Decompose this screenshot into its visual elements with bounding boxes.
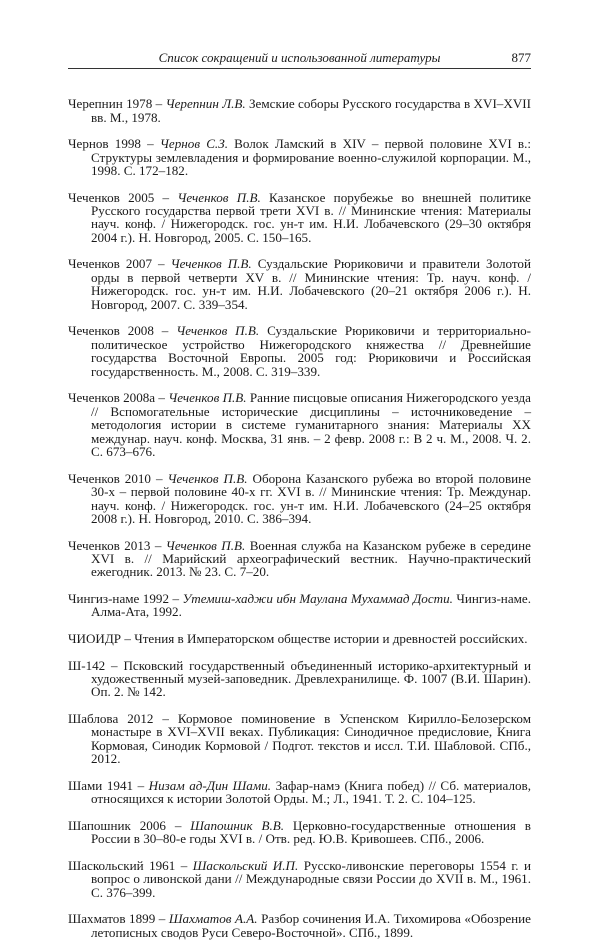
entry-text: Псковский государственный объединенный историко-архитектурный и художественный музей-заповедник. Древлехранилище. Ф. 1007 (В.И. Шарин). Оп. 2. № 142. (91, 657, 531, 700)
entry-text: Чингиз-наме. Алма-Ата, 1992. (91, 590, 531, 620)
bibliography-entry (68, 779, 531, 806)
entry-key: Шами 1941 – (68, 777, 149, 793)
entry-text: Суздальские Рюриковичи и территориально-политическое устройство Нижегородского княжества // Древнейшие государства Восточной Европы. 2005 год: Рюриковичи и Российская государственность. М., 2008. С. 319–339. (91, 323, 531, 379)
entry-key: Чеченков 2007 – (68, 256, 171, 272)
bibliography-entry (68, 539, 531, 579)
running-header-title: Список сокращений и использованной литературы (158, 50, 441, 65)
entry-key: Чеченков 2010 – (68, 470, 168, 486)
entry-key: Шаскольский 1961 – (68, 857, 193, 873)
bibliography-entry (68, 912, 531, 939)
entry-author: Чеченков П.В. (165, 537, 246, 553)
entry-key: Чеченков 2005 – (68, 189, 178, 205)
entry-key: ЧИОИДР – (68, 630, 135, 646)
entry-text: Зафар-намэ (Книга побед) // Сб. материалов, относящихся к истории Золотой Орды. М.; Л., 1941. Т. 2. С. 104–125. (91, 777, 532, 807)
entry-author: Чернов С.З. (159, 136, 228, 152)
bibliography-entry (68, 137, 531, 177)
bibliography-entry (68, 592, 531, 619)
entry-key: Чингиз-наме 1992 – (68, 590, 183, 606)
bibliography-list (68, 84, 531, 941)
entry-text: Церковно-государственные отношения в России в 30–80-е годы XVI в. / Отв. ред. Ю.В. Кривошеев. СПб., 2006. (91, 817, 531, 847)
bibliography-entry (68, 859, 531, 899)
entry-author: Шапошник В.В. (190, 817, 285, 833)
entry-text: Оборона Казанского рубежа во второй половине 30-х – первой половине 40-х гг. XVI в. // Мининские чтения: Тр. Междунар. науч. конф. / Нижегородск. гос. ун-т им. Н.И. Лобачевского (24–25 октября 2008 г.). Н. Новгород, 2010. С. 386–394. (91, 470, 531, 526)
entry-text: Казанское порубежье во внешней политике Русского государства первой трети XVI в. // Мининские чтения: Материалы науч. конф. / Нижегородск. гос. ун-т им. Н.И. Лобачевского (29–30 октября 2004 г.). Н. Новгород, 2005. С. 150–165. (91, 189, 531, 245)
bibliography-entry (68, 819, 531, 846)
entry-text: Чтения в Императорском обществе истории и древностей российских. (134, 630, 528, 646)
bibliography-entry (68, 191, 531, 245)
entry-key: Чеченков 2008 – (68, 323, 177, 339)
entry-key: Шаблова 2012 – (68, 710, 178, 726)
entry-key: Ш-142 – (68, 657, 124, 673)
bibliography-entry (68, 391, 531, 458)
entry-text: Земские соборы Русского государства в XVI–XVII вв. М., 1978. (91, 96, 531, 125)
entry-key: Чернов 1998 – (68, 136, 160, 152)
entry-text: Суздальские Рюриковичи и правители Золотой орды в первой четверти XV в. // Мининские чтения: Тр. науч. конф. / Нижегородск. гос. ун-т им. Н.И. Лобачевского (20–21 октября 2006 г.). Н. Новгород, 2007. С. 339–354. (91, 256, 531, 312)
entry-author: Шаскольский И.П. (192, 857, 299, 873)
entry-text: Военная служба на Казанском рубеже в середине XVI в. // Марийский археографический вестник. Научно-практический ежегодник. 2013. № 23. С. 7–20. (91, 537, 531, 580)
entry-key: Черепнин 1978 – (68, 96, 166, 112)
bibliography-entry (68, 324, 531, 378)
entry-text: Русско-ливонские переговоры 1554 г. и вопрос о ливонской дани // Международные связи России до XVII в. М., 1961. С. 376–399. (91, 857, 531, 900)
bibliography-entry (68, 659, 531, 699)
bibliography-entry (68, 632, 531, 645)
entry-text: Разбор сочинения И.А. Тихомирова «Обозрение летописных сводов Руси Северо-Восточной». СПб., 1899. (91, 911, 531, 940)
entry-key: Шапошник 2006 – (68, 817, 191, 833)
entry-author: Чеченков П.В. (167, 470, 248, 486)
entry-key: Чеченков 2013 – (68, 537, 166, 553)
page-number: 877 (511, 50, 531, 65)
bibliography-entry (68, 97, 531, 124)
entry-author: Низам ад-Дин Шами. (148, 777, 272, 793)
entry-author: Чеченков П.В. (168, 390, 247, 406)
entry-author: Утемиш-хаджи ибн Маулана Мухаммад Дости. (182, 590, 453, 606)
entry-key: Чеченков 2008а – (68, 390, 169, 406)
entry-author: Шахматов А.А. (168, 911, 258, 927)
entry-text: Ранние писцовые описания Нижегородского уезда // Вспомогательные исторические дисциплины – источниковедение – методология истории в системе гуманитарного знания: Материалы XX междунар. науч. конф. Москва, 31 янв. – 2 февр. 2008 г.: В 2 ч. М., 2008. Ч. 2. С. 673–676. (91, 390, 531, 460)
bibliography-entry (68, 712, 531, 766)
entry-author: Черепнин Л.В. (165, 96, 246, 112)
entry-author: Чеченков П.В. (176, 323, 260, 339)
bibliography-entry (68, 472, 531, 526)
entry-author: Чеченков П.В. (177, 189, 261, 205)
running-header (68, 48, 531, 69)
entry-key: Шахматов 1899 – (68, 911, 169, 927)
bibliography-entry (68, 257, 531, 311)
entry-text: Кормовое поминовение в Успенском Кирилло-Белозерском монастыре в XVI–XVII веках. Публикация: Синодичное предисловие, Книга Кормовая, Синодик Кормовой / Подгот. текстов и иссл. Т.И. Шабловой. СПб., 2012. (91, 710, 531, 767)
entry-author: Чеченков П.В. (170, 256, 252, 272)
entry-text: Волок Ламский в XIV – первой половине XVI в.: Структуры землевладения и формирование военно-служилой корпорации. М., 1998. С. 172–182. (91, 136, 531, 178)
